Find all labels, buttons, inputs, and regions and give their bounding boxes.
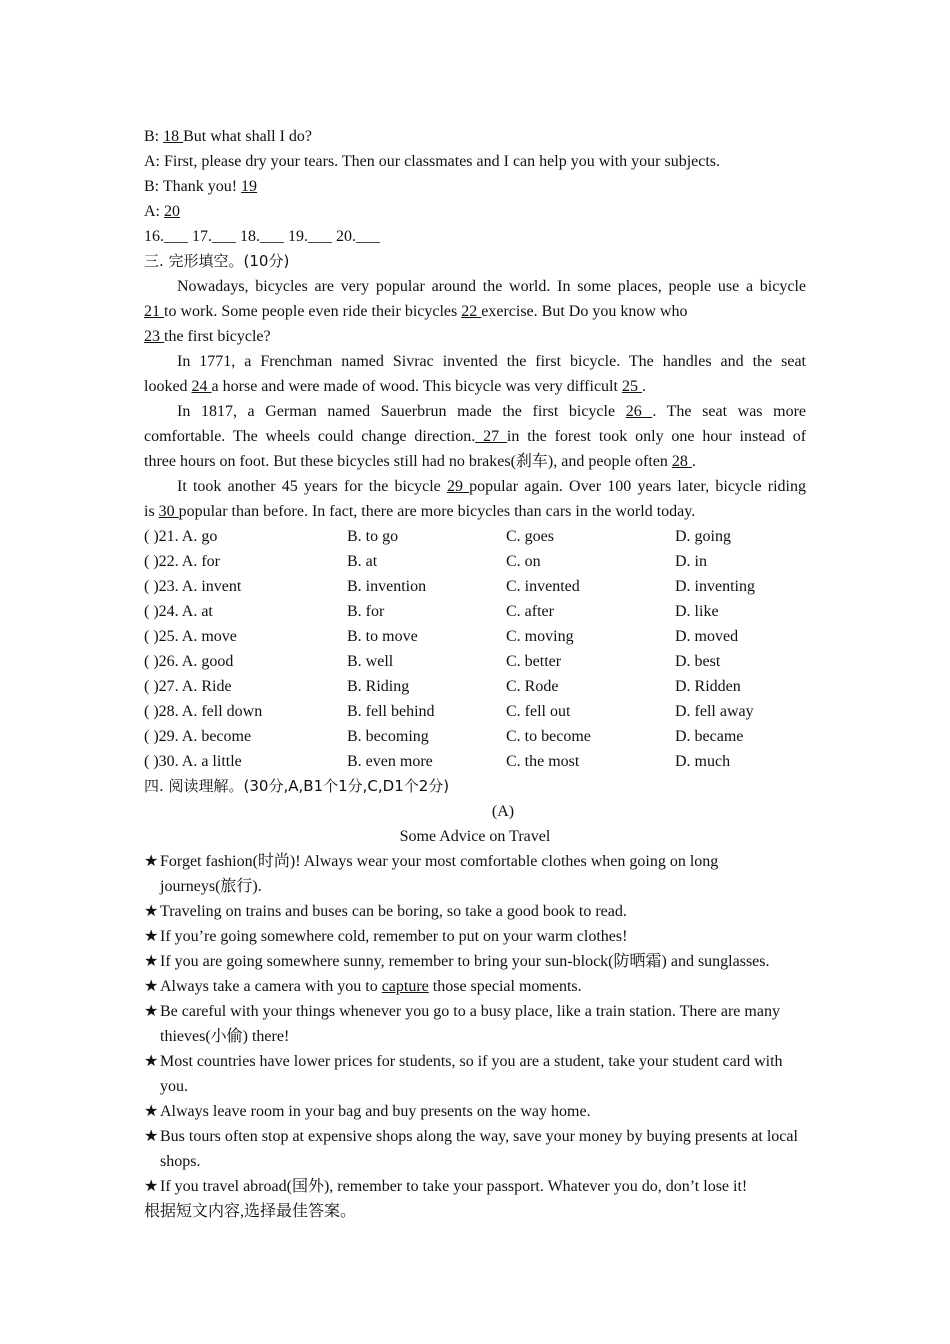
cloze-text: .: [691, 453, 696, 470]
tip-8: [144, 1099, 806, 1124]
section-4-heading: 四. 阅读理解。(30分,A,B1个1分,C,D1个2分): [144, 777, 450, 795]
dialogue-line-b18: [144, 124, 806, 149]
cloze-text: It took another 45 years for the bicycle: [177, 478, 447, 495]
cloze-p1-line1: Nowadays, bicycles are very popular around the world. In some places, people use a bicycle: [177, 278, 806, 295]
option-d[interactable]: D. moved: [675, 628, 739, 645]
passage-title: Some Advice on Travel: [399, 828, 551, 845]
tip-1: [144, 849, 768, 899]
blank-27[interactable]: 27: [475, 428, 507, 445]
blank-19[interactable]: 19: [241, 178, 258, 195]
option-a[interactable]: ( )27. A. Ride: [144, 678, 232, 695]
option-a[interactable]: ( )29. A. become: [144, 728, 252, 745]
option-b[interactable]: B. invention: [347, 578, 427, 595]
dialogue-line-a: A: First, please dry your tears. Then our classmates and I can help you with your subjects.: [144, 153, 721, 170]
tip-text: Always leave room in your bag and buy presents on the way home.: [160, 1103, 591, 1120]
star-icon: ★: [144, 1178, 159, 1195]
tip-2: [144, 899, 806, 924]
star-icon: ★: [144, 1103, 159, 1120]
speaker-a: A:: [144, 203, 164, 220]
star-icon: ★: [144, 953, 159, 970]
star-icon: ★: [144, 978, 159, 995]
cloze-p3-line2: [144, 424, 806, 449]
option-d[interactable]: D. became: [675, 728, 744, 745]
cloze-p1-line3: [144, 324, 806, 349]
option-b[interactable]: B. to move: [347, 628, 418, 645]
option-c[interactable]: C. the most: [506, 753, 580, 770]
tip-6: [144, 999, 790, 1049]
option-c[interactable]: C. Rode: [506, 678, 559, 695]
dialogue-line-b19: [144, 174, 806, 199]
star-icon: ★: [144, 903, 159, 920]
question-27-options[interactable]: [144, 674, 806, 699]
tip-7: [144, 1049, 800, 1099]
tip-10: [144, 1174, 806, 1199]
blank-20[interactable]: 20: [164, 203, 180, 220]
option-c[interactable]: C. fell out: [506, 703, 571, 720]
cloze-p4-line2: [144, 499, 806, 524]
option-d[interactable]: D. fell away: [675, 703, 754, 720]
option-a[interactable]: ( )21. A. go: [144, 528, 218, 545]
cloze-text: the first bicycle?: [164, 328, 271, 345]
passage-label: (A): [491, 803, 515, 820]
question-22-options[interactable]: [144, 549, 806, 574]
tip-text: Traveling on trains and buses can be boring, so take a good book to read.: [160, 903, 627, 920]
tip-4: [144, 949, 806, 974]
tip-text: Bus tours often stop at expensive shops along the way, save your money by buying presents at local shops.: [160, 1128, 798, 1170]
option-a[interactable]: ( )24. A. at: [144, 603, 213, 620]
cloze-text: in the forest took only one hour instead of: [506, 428, 806, 445]
cloze-p2-line2: [144, 374, 806, 399]
cloze-p3-line1: [144, 399, 806, 424]
dialogue-text: But what shall I do?: [183, 128, 312, 145]
option-c[interactable]: C. invented: [506, 578, 580, 595]
option-c[interactable]: C. goes: [506, 528, 554, 545]
cloze-text: exercise. But Do you know who: [481, 303, 688, 320]
option-b[interactable]: B. well: [347, 653, 394, 670]
star-icon: ★: [144, 1053, 159, 1070]
blank-24[interactable]: 24: [191, 378, 212, 395]
question-29-options[interactable]: [144, 724, 806, 749]
option-b[interactable]: B. at: [347, 553, 378, 570]
answer-line-16-20[interactable]: 16.___ 17.___ 18.___ 19.___ 20.___: [144, 228, 380, 245]
blank-18[interactable]: 18: [163, 128, 184, 145]
option-a[interactable]: ( )23. A. invent: [144, 578, 242, 595]
star-icon: ★: [144, 853, 159, 870]
cloze-text: popular again. Over 100 years later, bicycle riding: [469, 478, 806, 495]
option-b[interactable]: B. to go: [347, 528, 399, 545]
blank-22[interactable]: 22: [461, 303, 482, 320]
question-21-options[interactable]: [144, 524, 806, 549]
option-a[interactable]: ( )28. A. fell down: [144, 703, 263, 720]
option-d[interactable]: D. in: [675, 553, 707, 570]
cloze-text: comfortable. The wheels could change direction.: [144, 428, 476, 445]
option-b[interactable]: B. becoming: [347, 728, 429, 745]
question-25-options[interactable]: [144, 624, 806, 649]
tip-3: [144, 924, 806, 949]
options-list: [144, 524, 806, 774]
blank-26[interactable]: 26: [625, 403, 653, 420]
question-30-options[interactable]: [144, 749, 806, 774]
cloze-text: . The seat was more: [652, 403, 806, 420]
option-c[interactable]: C. on: [506, 553, 541, 570]
blank-30[interactable]: 30: [158, 503, 179, 520]
worksheet-page: [144, 124, 806, 1224]
tip-9: [144, 1124, 812, 1174]
cloze-text: popular than before. In fact, there are more bicycles than cars in the world today.: [178, 503, 696, 520]
speaker-b: B:: [144, 128, 164, 145]
option-d[interactable]: D. like: [675, 603, 719, 620]
option-b[interactable]: B. fell behind: [347, 703, 435, 720]
dialogue-text: B: Thank you!: [144, 178, 242, 195]
tip-text: those special moments.: [428, 978, 582, 995]
option-d[interactable]: D. best: [675, 653, 721, 670]
tip-5: [144, 974, 806, 999]
star-icon: ★: [144, 1003, 159, 1020]
tip-text: Always take a camera with you to: [160, 978, 382, 995]
underlined-word-capture: capture: [381, 978, 429, 995]
tip-text: Most countries have lower prices for students, so if you are a student, take your student card with you.: [160, 1053, 783, 1095]
question-24-options[interactable]: [144, 599, 806, 624]
cloze-p1-line2: [144, 299, 806, 324]
tip-text: Be careful with your things whenever you go to a busy place, like a train station. There are many thieves(小偷) there!: [160, 1003, 780, 1045]
blank-28[interactable]: 28: [671, 453, 692, 470]
option-c[interactable]: C. after: [506, 603, 554, 620]
blank-29[interactable]: 29: [446, 478, 470, 495]
cloze-p4-line1: [144, 474, 806, 499]
option-d[interactable]: D. much: [675, 753, 731, 770]
star-icon: ★: [144, 928, 159, 945]
question-28-options[interactable]: [144, 699, 806, 724]
option-c[interactable]: C. moving: [506, 628, 574, 645]
question-26-options[interactable]: [144, 649, 806, 674]
cloze-p2-line1: In 1771, a Frenchman named Sivrac invented the first bicycle. The handles and the seat: [177, 353, 806, 370]
option-b[interactable]: B. for: [347, 603, 385, 620]
option-d[interactable]: D. inventing: [675, 578, 755, 595]
option-c[interactable]: C. better: [506, 653, 562, 670]
section-3-heading: 三. 完形填空。(10分): [144, 252, 290, 270]
reading-instruction: 根据短文内容,选择最佳答案。: [144, 1203, 357, 1220]
cloze-text: three hours on foot. But these bicycles still had no brakes(刹车), and people often: [144, 453, 672, 470]
cloze-text: looked: [144, 378, 192, 395]
question-23-options[interactable]: [144, 574, 806, 599]
option-b[interactable]: B. Riding: [347, 678, 410, 695]
cloze-text: a horse and were made of wood. This bicycle was very difficult: [211, 378, 622, 395]
option-a[interactable]: ( )26. A. good: [144, 653, 234, 670]
blank-21[interactable]: 21: [144, 303, 164, 320]
blank-25[interactable]: 25: [621, 378, 642, 395]
cloze-text: is: [144, 503, 159, 520]
tip-text: Forget fashion(时尚)! Always wear your most comfortable clothes when going on long journeys(旅行).: [160, 853, 719, 895]
tip-text: If you’re going somewhere cold, remember to put on your warm clothes!: [160, 928, 628, 945]
blank-23[interactable]: 23: [144, 328, 164, 345]
cloze-text: to work. Some people even ride their bicycles: [164, 303, 462, 320]
option-a[interactable]: ( )22. A. for: [144, 553, 220, 570]
option-a[interactable]: ( )25. A. move: [144, 628, 237, 645]
cloze-p3-line3: [144, 449, 806, 474]
cloze-text: In 1817, a German named Sauerbrun made the first bicycle: [177, 403, 626, 420]
cloze-text: .: [641, 378, 646, 395]
star-icon: ★: [144, 1128, 159, 1145]
tip-text: If you travel abroad(国外), remember to take your passport. Whatever you do, don’t lose it!: [160, 1178, 748, 1195]
tip-text: If you are going somewhere sunny, remember to bring your sun-block(防晒霜) and sunglasses.: [160, 953, 770, 970]
option-c[interactable]: C. to become: [506, 728, 591, 745]
option-b[interactable]: B. even more: [347, 753, 433, 770]
dialogue-line-a20: [144, 199, 806, 224]
option-d[interactable]: D. going: [675, 528, 731, 545]
option-d[interactable]: D. Ridden: [675, 678, 741, 695]
option-a[interactable]: ( )30. A. a little: [144, 753, 242, 770]
